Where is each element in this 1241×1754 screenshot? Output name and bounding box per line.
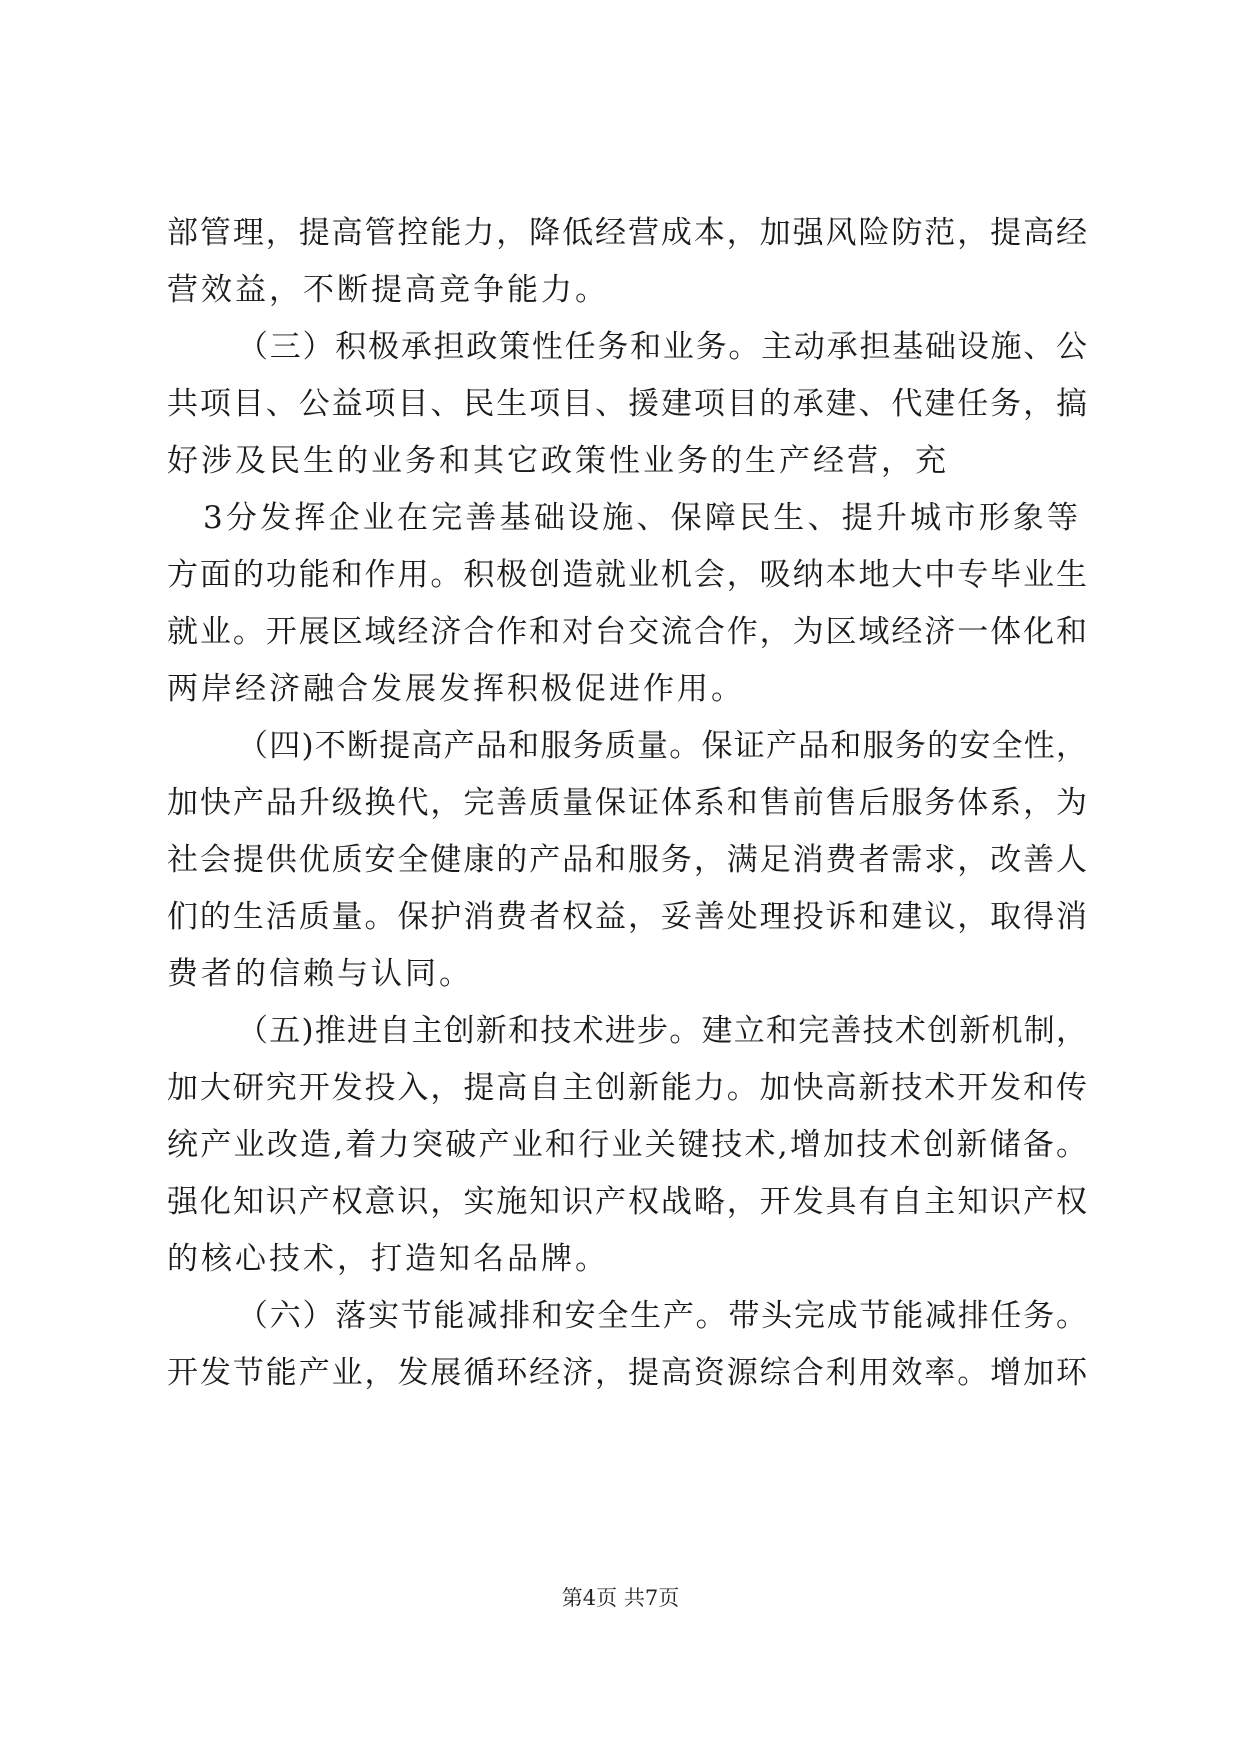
- paragraph-heading-line: （六）落实节能减排和安全生产。带头完成节能减排任务。: [237, 1298, 1087, 1334]
- text-line: 好涉及民生的业务和其它政策性业务的生产经营，充: [167, 443, 949, 479]
- text-line: 就业。开展区域经济合作和对台交流合作，为区域经济一体化和: [167, 614, 1087, 650]
- text-line: 的核心技术，打造知名品牌。: [167, 1241, 609, 1277]
- paragraph-heading-line: （五)推进自主创新和技术进步。建立和完善技术创新机制，: [237, 1013, 1087, 1049]
- text-line: 部管理，提高管控能力，降低经营成本，加强风险防范，提高经: [167, 215, 1087, 251]
- text-line: 开发节能产业，发展循环经济，提高资源综合利用效率。增加环: [167, 1355, 1087, 1391]
- text-line: 方面的功能和作用。积极创造就业机会，吸纳本地大中专毕业生: [167, 557, 1087, 593]
- page-footer: [0, 1584, 1241, 1612]
- paragraph-heading-line: （四)不断提高产品和服务质量。保证产品和服务的安全性，: [237, 728, 1087, 764]
- paragraph-heading-line: （三）积极承担政策性任务和业务。主动承担基础设施、公: [237, 329, 1087, 365]
- page-number-label: 第4页 共7页: [561, 1586, 680, 1610]
- text-line: 社会提供优质安全健康的产品和服务，满足消费者需求，改善人: [167, 842, 1087, 878]
- text-line: 们的生活质量。保护消费者权益，妥善处理投诉和建议，取得消: [167, 899, 1087, 935]
- text-line: 统产业改造,着力突破产业和行业关键技术,增加技术创新储备。: [167, 1127, 1087, 1163]
- text-line: 两岸经济融合发展发挥积极促进作用。: [167, 671, 745, 707]
- text-line: 营效益，不断提高竞争能力。: [167, 272, 609, 308]
- text-line: 共项目、公益项目、民生项目、援建项目的承建、代建任务，搞: [167, 386, 1087, 422]
- text-line: 加快产品升级换代，完善质量保证体系和售前售后服务体系，为: [167, 785, 1087, 821]
- text-line: 3分发挥企业在完善基础设施、保障民生、提升城市形象等: [203, 500, 1078, 536]
- text-line: 强化知识产权意识，实施知识产权战略，开发具有自主知识产权: [167, 1184, 1087, 1220]
- text-line: 加大研究开发投入，提高自主创新能力。加快高新技术开发和传: [167, 1070, 1087, 1106]
- text-line: 费者的信赖与认同。: [167, 956, 473, 992]
